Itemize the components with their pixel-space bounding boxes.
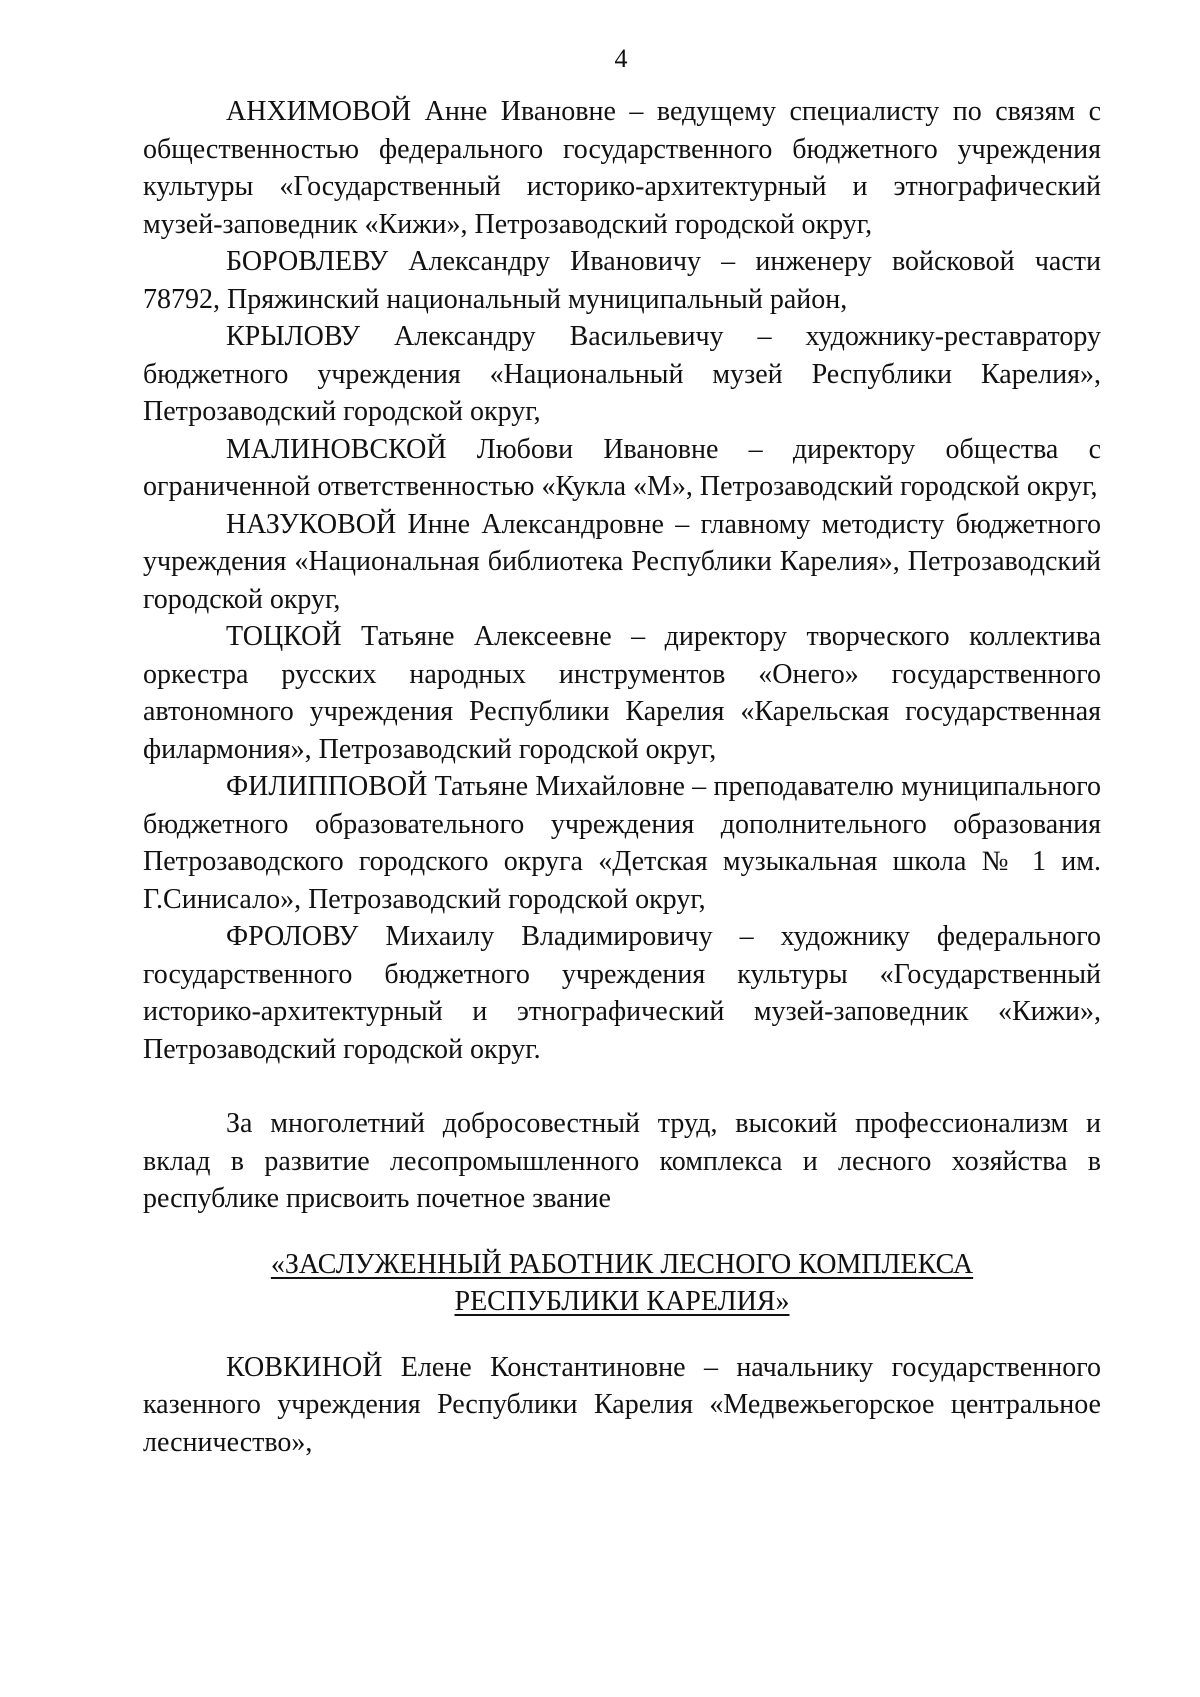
entry-name: КОВКИНОЙ Елене Константиновне: [226, 1351, 686, 1383]
blank-line: [143, 1068, 1101, 1105]
entry-text: – директору творческого коллектива оркестра русских народных инструментов «Онего» государственного автономного учреждения Республики Карелия «Карельская государственная филармония», Петрозаводский городской округ,: [143, 621, 1101, 765]
entry-text: – художнику федерального государственного бюджетного учреждения культуры «Государственный историко-архитектурный и этнографический музей-заповедник «Кижи», Петрозаводский городской округ.: [143, 921, 1101, 1065]
entry-name: ФРОЛОВУ Михаилу Владимировичу: [226, 921, 713, 952]
entry-name: ТОЦКОЙ Татьяне Алексеевне: [226, 621, 612, 652]
entry-text: – начальнику государственного казенного учреждения Республики Карелия «Медвежьегорское центральное лесничество»,: [143, 1351, 1101, 1458]
entry-text: – преподавателю муниципального бюджетного образовательного учреждения дополнительного образования Петрозаводского городского округа «Детская музыкальная школа № 1 им. Г.Синисало», Петрозаводский городской округ,: [143, 771, 1101, 915]
entry-text: – директору общества с ограниченной ответственностью «Кукла «М», Петрозаводский городской округ,: [143, 433, 1101, 502]
entry-name: КРЫЛОВУ Александру Васильевичу: [226, 321, 724, 352]
entry-text: – ведущему специалисту по связям с общественностью федерального государственного бюджетного учреждения культуры «Государственный историко-архитектурный и этнографический музей-заповедник «Кижи», Петрозаводский городской округ,: [143, 96, 1102, 240]
entry-text: – главному методисту бюджетного учреждения «Национальная библиотека Республики Карелия», Петрозаводский городской округ,: [143, 508, 1101, 615]
entry-paragraph: [143, 618, 1101, 768]
award-intro: За многолетний добросовестный труд, высокий профессионализм и вклад в развитие лесопромышленного комплекса и лесного хозяйства в республике присвоить почетное звание: [143, 1108, 1101, 1214]
entry-name: БОРОВЛЕВУ Александру Ивановичу: [226, 246, 701, 277]
entry-paragraph: [143, 431, 1101, 506]
entry-paragraph: [143, 918, 1101, 1068]
entry-paragraph: [143, 93, 1101, 243]
entry-name: АНХИМОВОЙ Анне Ивановне: [226, 96, 616, 127]
award-title-line-1: «ЗАСЛУЖЕННЫЙ РАБОТНИК ЛЕСНОГО КОМПЛЕКСА: [270, 1248, 974, 1280]
entry-text: – художнику-реставратору бюджетного учреждения «Национальный музей Республики Карелия», Петрозаводский городской округ,: [143, 321, 1101, 427]
page-number: 4: [614, 44, 628, 73]
award-title-line-2: РЕСПУБЛИКИ КАРЕЛИЯ»: [454, 1286, 790, 1317]
award-title: [143, 1246, 1101, 1321]
document-body: [143, 93, 1101, 1461]
award-entry-paragraph: [143, 1349, 1101, 1462]
entry-paragraph: [143, 506, 1101, 619]
entry-text: – инженеру войсковой части 78792, Пряжинский национальный муниципальный район,: [143, 246, 1101, 315]
entry-paragraph: [143, 768, 1101, 918]
entry-paragraph: [143, 243, 1101, 318]
entry-name: ФИЛИППОВОЙ Татьяне Михайловне: [226, 771, 685, 802]
entry-paragraph: [143, 318, 1101, 431]
entry-name: МАЛИНОВСКОЙ Любови Ивановне: [226, 433, 719, 465]
entry-name: НАЗУКОВОЙ Инне Александровне: [226, 508, 664, 540]
